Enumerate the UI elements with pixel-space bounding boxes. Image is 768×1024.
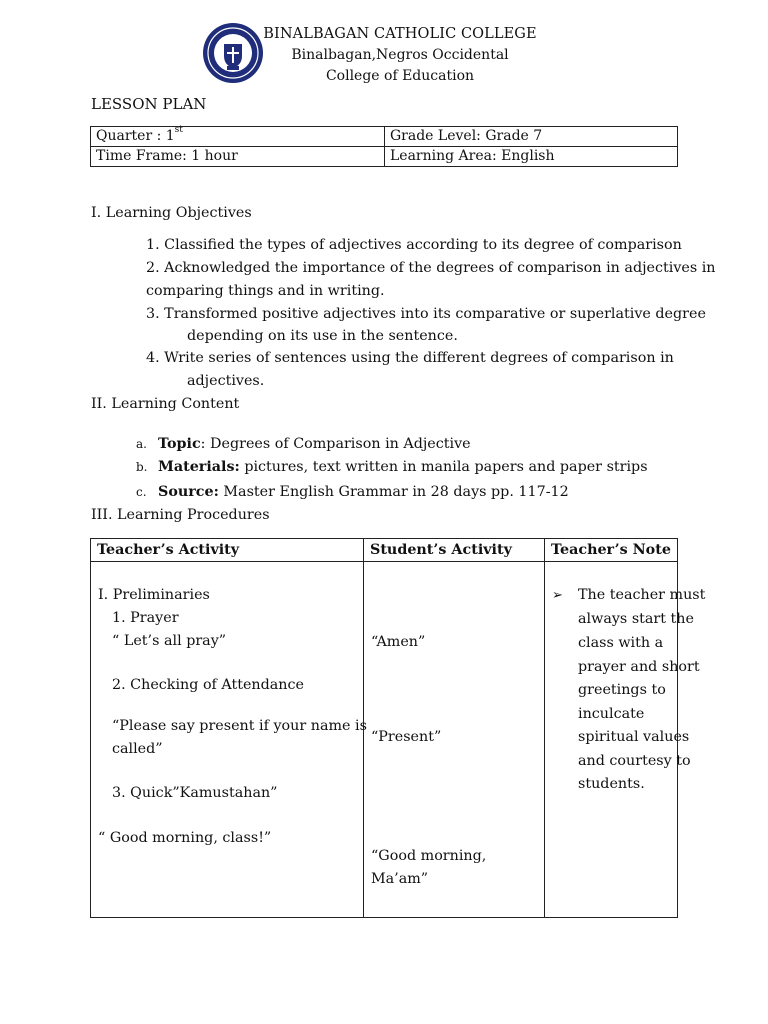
attendance-step: 2. Checking of Attendance	[112, 677, 304, 693]
list-letter: a.	[136, 437, 147, 451]
teacher-note-cell	[545, 562, 706, 918]
grade-level-cell: Grade Level: Grade 7	[385, 127, 678, 147]
list-letter: c.	[136, 485, 147, 499]
learning-procedures-heading: III. Learning Procedures	[91, 507, 270, 523]
college-department: College of Education	[325, 68, 475, 84]
item-label: Materials:	[158, 459, 240, 475]
quarter-label: Quarter : 1	[96, 128, 175, 144]
document-title: LESSON PLAN	[91, 95, 207, 113]
note-line: prayer and short	[578, 659, 700, 675]
objective-2-line-2: comparing things and in writing.	[146, 283, 385, 299]
procedures-table	[90, 538, 706, 918]
objective-4-line-2: adjectives.	[187, 373, 265, 389]
arrow-bullet-icon: ➢	[552, 588, 563, 603]
objective-1: 1. Classified the types of adjectives according to its degree of comparison	[146, 237, 682, 253]
quarter-cell	[91, 127, 385, 147]
objective-2-line-1: 2. Acknowledged the importance of the degrees of comparison in adjectives in	[146, 260, 716, 276]
quarter-superscript: st	[174, 125, 183, 136]
note-line: students.	[578, 776, 645, 792]
objective-3-line-2: depending on its use in the sentence.	[187, 328, 458, 344]
column-header-teacher-note: Teacher’s Note	[545, 539, 678, 562]
student-activity-cell	[364, 562, 545, 918]
prayer-line: “ Let’s all pray”	[112, 633, 227, 649]
time-frame-cell: Time Frame: 1 hour	[91, 147, 385, 167]
attendance-line-2: called”	[112, 741, 163, 757]
teacher-activity-cell	[91, 562, 367, 918]
college-address: Binalbagan,Negros Occidental	[291, 47, 509, 63]
item-text: pictures, text written in manila papers and paper strips	[239, 459, 648, 475]
note-line: spiritual values	[578, 729, 690, 745]
list-letter: b.	[136, 460, 148, 474]
note-line: class with a	[578, 635, 664, 651]
content-item-source	[136, 484, 569, 500]
learning-objectives-heading: I. Learning Objectives	[91, 205, 252, 221]
column-header-student-activity: Student’s Activity	[364, 539, 545, 562]
student-greeting-line-2: Ma’am”	[371, 871, 429, 887]
note-line: and courtesy to	[578, 753, 691, 769]
column-header-teacher-activity: Teacher’s Activity	[91, 539, 364, 562]
note-line: The teacher must	[578, 587, 706, 603]
preliminaries: I. Preliminaries	[98, 587, 210, 603]
greeting-line: “ Good morning, class!”	[98, 830, 272, 846]
item-text: Master English Grammar in 28 days pp. 117-12	[218, 484, 569, 500]
attendance-line-1: “Please say present if your name is	[112, 718, 367, 734]
kamustahan-step: 3. Quick”Kamustahan”	[112, 785, 278, 801]
objective-3-line-1: 3. Transformed positive adjectives into its comparative or superlative degree	[146, 306, 706, 322]
item-text: : Degrees of Comparison in Adjective	[200, 436, 471, 452]
item-label: Topic	[158, 436, 201, 452]
note-line: inculcate	[578, 706, 645, 722]
note-line: greetings to	[578, 682, 666, 698]
prayer-step: 1. Prayer	[112, 610, 179, 626]
content-item-topic	[136, 436, 471, 452]
note-line: always start the	[578, 611, 694, 627]
student-greeting-line-1: “Good morning,	[371, 848, 487, 864]
student-present: “Present”	[371, 729, 442, 745]
learning-area-cell: Learning Area: English	[385, 147, 678, 167]
content-item-materials	[136, 459, 648, 475]
college-name: BINALBAGAN CATHOLIC COLLEGE	[263, 26, 537, 42]
lesson-info-table	[90, 126, 678, 167]
objective-4-line-1: 4. Write series of sentences using the different degrees of comparison in	[146, 350, 674, 366]
item-label: Source:	[158, 484, 219, 500]
student-amen: “Amen”	[371, 634, 426, 650]
learning-content-heading: II. Learning Content	[91, 396, 240, 412]
